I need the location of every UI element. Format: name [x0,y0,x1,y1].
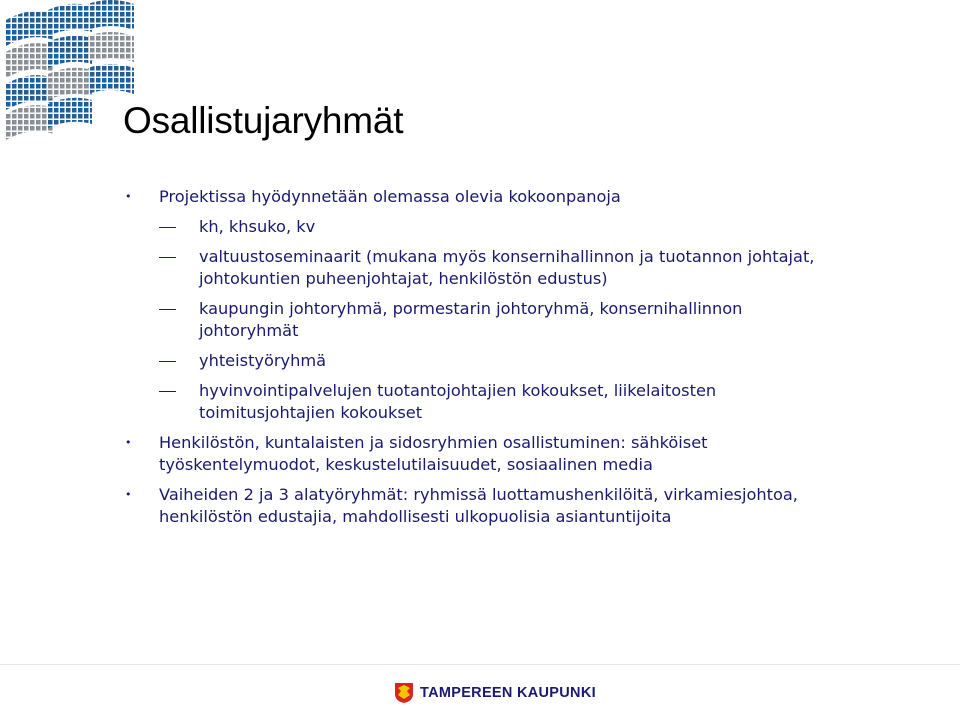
bullet-text-line: työskentelymuodot, keskustelutilaisuudet, sosiaalinen media [159,455,653,474]
city-crest-icon [394,682,414,704]
slide-title: Osallistujaryhmät [123,100,404,141]
dash-icon [159,257,176,258]
dash-icon [159,227,176,228]
footer-divider [0,664,960,665]
bullet-icon: • [125,190,132,203]
sub-bullet-text: yhteistyöryhmä [199,351,327,370]
bullet-item [122,432,902,476]
sub-bullet-text-line: toimitusjohtajien kokoukset [199,403,423,422]
sub-bullet-item [122,246,902,290]
bullet-icon: • [125,436,132,449]
footer-org-name: TAMPEREEN KAUPUNKI [420,685,596,701]
footer-logo [394,682,596,704]
sub-bullet-text-line: johtoryhmät [199,321,299,340]
sub-bullet-item [122,350,902,372]
bullet-item [122,484,902,528]
dash-icon [159,391,176,392]
sub-bullet-text-line: kaupungin johtoryhmä, pormestarin johtoryhmä, konsernihallinnon [199,299,743,318]
bullet-icon: • [125,488,132,501]
sub-bullet-item [122,380,902,424]
wave-pattern-logo-icon [0,0,140,140]
sub-bullet-text: kh, khsuko, kv [199,217,316,236]
sub-bullet-text-line: valtuustoseminaarit (mukana myös konsernihallinnon ja tuotannon johtajat, [199,247,815,266]
dash-icon [159,309,176,310]
dash-icon [159,361,176,362]
bullet-item [122,186,902,208]
sub-bullet-item [122,216,902,238]
bullet-text-line: Henkilöstön, kuntalaisten ja sidosryhmien osallistuminen: sähköiset [159,433,708,452]
bullet-text: Projektissa hyödynnetään olemassa olevia kokoonpanoja [159,187,621,206]
bullet-list [122,186,902,528]
sub-bullet-text-line: hyvinvointipalvelujen tuotantojohtajien kokoukset, liikelaitosten [199,381,717,400]
sub-bullet-item [122,298,902,342]
sub-bullet-text-line: johtokuntien puheenjohtajat, henkilöstön edustus) [199,269,608,288]
bullet-text-line: Vaiheiden 2 ja 3 alatyöryhmät: ryhmissä luottamushenkilöitä, virkamiesjohtoa, [159,485,798,504]
bullet-text-line: henkilöstön edustajia, mahdollisesti ulkopuolisia asiantuntijoita [159,507,672,526]
